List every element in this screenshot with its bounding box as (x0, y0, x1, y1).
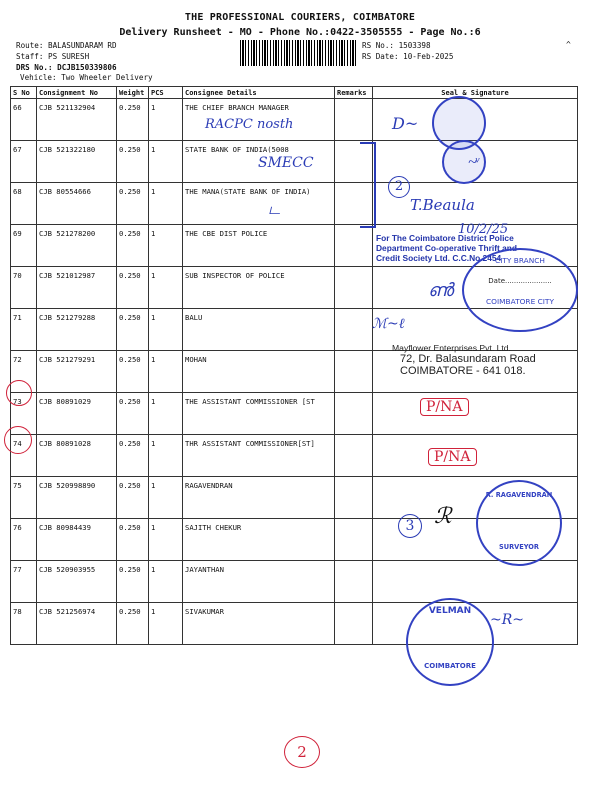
mayflower-stamp (392, 343, 536, 377)
rs-date: RS Date: 10-Feb-2025 (362, 52, 454, 61)
mayflower-line: 72, Dr. Balasundaram Road (400, 353, 536, 365)
cell-weight: 0.250 (117, 267, 149, 309)
cell-seal (373, 393, 578, 435)
cell-consignee: THE CHIEF BRANCH MANAGER (183, 99, 335, 141)
cell-consignment: CJB 521256974 (37, 603, 117, 645)
cell-consignment: CJB 521279288 (37, 309, 117, 351)
col-header-remarks: Remarks (335, 87, 373, 99)
cell-consignment: CJB 80891028 (37, 435, 117, 477)
cell-remarks (335, 435, 373, 477)
staff-label: Staff: PS SURESH (16, 52, 90, 61)
cell-consignment: CJB 521278200 (37, 225, 117, 267)
surveyor-text: SURVEYOR (498, 543, 539, 551)
pna-mark: P/NA (428, 448, 477, 466)
date-line: Date..................... (488, 277, 552, 285)
cell-remarks (335, 351, 373, 393)
table-row (11, 393, 578, 435)
page-title: THE PROFESSIONAL COURIERS, COIMBATORE (184, 12, 416, 23)
cell-pcs: 1 (149, 309, 183, 351)
cell-consignee: THR ASSISTANT COMMISSIONER[ST] (183, 435, 335, 477)
cell-sno: 75 (11, 477, 37, 519)
cell-weight: 0.250 (117, 393, 149, 435)
cell-remarks (335, 225, 373, 267)
cell-pcs: 1 (149, 435, 183, 477)
cell-consignment: CJB 521279291 (37, 351, 117, 393)
signature-t-beaula: T.Beaula (410, 196, 475, 214)
cell-remarks (335, 477, 373, 519)
cell-consignment: CJB 520998890 (37, 477, 117, 519)
velman-text: VELMAN (428, 606, 472, 616)
cell-consignment: CJB 80891029 (37, 393, 117, 435)
cell-weight: 0.250 (117, 435, 149, 477)
cell-remarks (335, 99, 373, 141)
ragavendran-text: R. RAGAVENDRAN (485, 491, 553, 499)
cell-sno: 76 (11, 519, 37, 561)
cell-consignee: MOHAN (183, 351, 335, 393)
cell-remarks (335, 267, 373, 309)
cell-sno: 67 (11, 141, 37, 183)
red-circle-mark (6, 380, 32, 406)
col-header-sno: S No (11, 87, 37, 99)
cell-remarks (335, 561, 373, 603)
handwritten-bracket (360, 142, 376, 228)
cell-weight: 0.250 (117, 477, 149, 519)
cell-consignee: THE CBE DIST POLICE (183, 225, 335, 267)
cell-consignee: RAGAVENDRAN (183, 477, 335, 519)
cell-weight: 0.250 (117, 183, 149, 225)
signature-scribble: ~ͮ (468, 152, 477, 171)
cell-consignment: CJB 521012987 (37, 267, 117, 309)
round-seal-stamp (442, 140, 486, 184)
cell-weight: 0.250 (117, 603, 149, 645)
cell-sno: 70 (11, 267, 37, 309)
barcode (240, 40, 356, 66)
col-header-consignee: Consignee Details (183, 87, 335, 99)
police-stamp-line: For The Coimbatore District Police (376, 233, 514, 243)
handwritten-note-tamil: ட (268, 200, 280, 218)
runsheet-subtitle: Delivery Runsheet - MO - Phone No.:0422-3505555 - Page No.:6 (119, 27, 481, 38)
caret-mark: ^ (566, 40, 571, 49)
col-header-pcs: PCS (149, 87, 183, 99)
cell-consignment: CJB 520903955 (37, 561, 117, 603)
cell-remarks (335, 393, 373, 435)
signature-scribble: ℳ~ℓ (372, 316, 405, 332)
cell-weight: 0.250 (117, 99, 149, 141)
city-branch-stamp (462, 248, 578, 332)
handwritten-note-smecc: SMECC (258, 155, 314, 171)
cell-pcs: 1 (149, 351, 183, 393)
cell-consignee: SUB INSPECTOR OF POLICE (183, 267, 335, 309)
table-row (11, 561, 578, 603)
cell-pcs: 1 (149, 225, 183, 267)
cell-weight: 0.250 (117, 141, 149, 183)
red-circled-number: 2 (284, 736, 320, 768)
cell-pcs: 1 (149, 141, 183, 183)
cell-consignment: CJB 80554666 (37, 183, 117, 225)
cell-pcs: 1 (149, 183, 183, 225)
velman-city-text: COIMBATORE (424, 662, 476, 670)
cell-consignee: BALU (183, 309, 335, 351)
cell-pcs: 1 (149, 477, 183, 519)
city-branch-text: CITY BRANCH (495, 256, 545, 265)
circled-number-3: 3 (398, 514, 422, 538)
col-header-consignment: Consignment No (37, 87, 117, 99)
cell-sno: 69 (11, 225, 37, 267)
cell-consignee: THE ASSISTANT COMMISSIONER [ST (183, 393, 335, 435)
handwritten-note-racpc: RACPC nosth (205, 117, 294, 132)
route-label: Route: BALASUNDARAM RD (16, 41, 117, 50)
cell-remarks (335, 519, 373, 561)
signature-scribble: ~R~ (490, 612, 525, 628)
cell-pcs: 1 (149, 561, 183, 603)
cell-pcs: 1 (149, 99, 183, 141)
police-stamp-line: Credit Society Ltd. C.C.No.2454 (376, 253, 502, 263)
cell-weight: 0.250 (117, 225, 149, 267)
cell-pcs: 1 (149, 603, 183, 645)
cell-sno: 73 (11, 393, 37, 435)
drs-label: DRS No.: DCJB150339806 (16, 63, 117, 72)
mayflower-line: Mayflower Enterprises Pvt. Ltd. (392, 343, 511, 353)
cell-pcs: 1 (149, 267, 183, 309)
cell-consignee: JAYANTHAN (183, 561, 335, 603)
cell-sno: 71 (11, 309, 37, 351)
police-stamp-line: Department Co-operative Thrift and (376, 243, 517, 253)
cell-sno: 66 (11, 99, 37, 141)
cell-consignee: SAJITH CHEKUR (183, 519, 335, 561)
table-row (11, 183, 578, 225)
cell-consignment: CJB 80984439 (37, 519, 117, 561)
cell-remarks (335, 309, 373, 351)
table-row (11, 99, 578, 141)
cell-sno: 77 (11, 561, 37, 603)
cell-seal (373, 561, 578, 603)
cell-sno: 74 (11, 435, 37, 477)
pna-mark: P/NA (420, 398, 469, 416)
cell-consignee: THE MANA(STATE BANK OF INDIA) (183, 183, 335, 225)
cell-weight: 0.250 (117, 561, 149, 603)
signature-scribble: ℛ (434, 504, 452, 529)
rs-number: RS No.: 1503398 (362, 41, 431, 50)
cell-weight: 0.250 (117, 351, 149, 393)
velman-stamp (406, 598, 494, 686)
col-header-seal: Seal & Signature (373, 87, 578, 99)
red-circle-mark (4, 426, 32, 454)
cell-pcs: 1 (149, 393, 183, 435)
cell-weight: 0.250 (117, 309, 149, 351)
signature-scribble: D~ (392, 114, 419, 133)
city-branch-text: COIMBATORE CITY (486, 297, 554, 306)
table-row (11, 435, 578, 477)
cell-consignment: CJB 521132904 (37, 99, 117, 141)
signature-scribble: ൺ (428, 280, 454, 301)
cell-sno: 68 (11, 183, 37, 225)
mayflower-line: COIMBATORE - 641 018. (400, 365, 526, 377)
cell-consignee: STATE BANK OF INDIA(5008 (183, 141, 335, 183)
cell-consignee: SIVAKUMAR (183, 603, 335, 645)
cell-weight: 0.250 (117, 519, 149, 561)
vehicle-label: Vehicle: Two Wheeler Delivery (20, 73, 153, 82)
cell-pcs: 1 (149, 519, 183, 561)
handwritten-date: 10/2/25 (458, 222, 509, 237)
cell-sno: 72 (11, 351, 37, 393)
circled-number-2: 2 (388, 176, 410, 198)
cell-consignment: CJB 521322180 (37, 141, 117, 183)
col-header-weight: Weight (117, 87, 149, 99)
ragavendran-stamp (476, 480, 562, 566)
cell-remarks (335, 603, 373, 645)
table-header-row (11, 87, 578, 99)
cell-sno: 78 (11, 603, 37, 645)
